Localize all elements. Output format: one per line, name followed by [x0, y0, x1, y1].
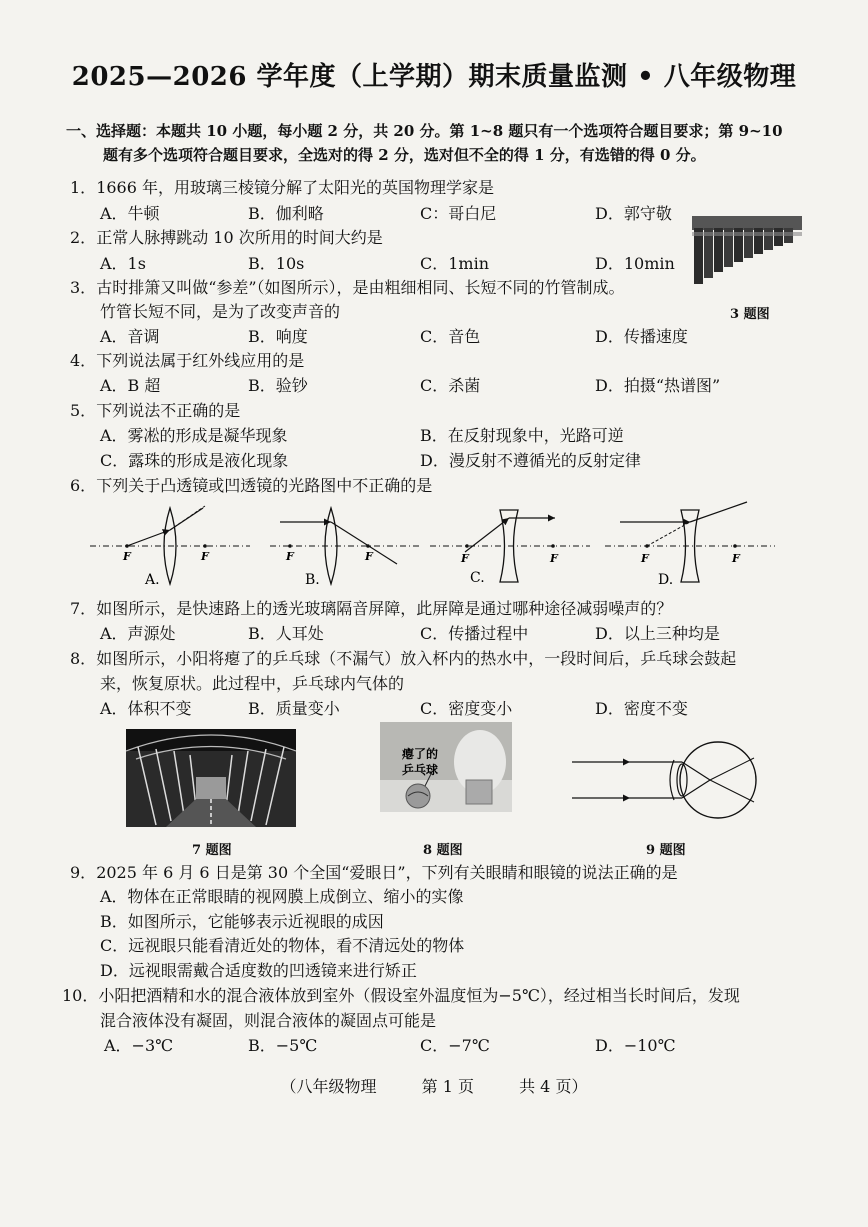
question-3 — [70, 277, 625, 299]
focus-label: F — [201, 550, 209, 563]
figure-7-caption: 7 题图 — [192, 843, 232, 858]
footer-subject: （八年级物理 — [280, 1077, 377, 1096]
option-10d: D．−10℃ — [595, 1036, 676, 1055]
question-10 — [62, 985, 740, 1007]
question-7 — [70, 598, 672, 620]
ping-pong-sign-line1: 瘪了的 — [402, 747, 439, 761]
ping-pong-photo — [380, 722, 512, 812]
focus-label: F — [641, 552, 649, 565]
question-10-line2: 混合液体没有凝固，则混合液体的凝固点可能是 — [100, 1011, 437, 1030]
page-title: 2025—2026 学年度（上学期）期末质量监测 • 八年级物理 — [71, 62, 797, 92]
footer-page: 第 1 页 — [421, 1077, 474, 1096]
option-8b: B．质量变小 — [248, 699, 340, 718]
question-4 — [70, 350, 304, 372]
option-9c: C．远视眼只能看清近处的物体，看不清远处的物体 — [100, 936, 465, 955]
figure-3-caption: 3 题图 — [730, 307, 770, 322]
page-footer — [0, 1074, 868, 1097]
focus-label: F — [123, 550, 131, 563]
option-2c: C．1min — [420, 254, 490, 273]
question-text: 下列说法不正确的是 — [96, 401, 241, 420]
question-1 — [70, 177, 494, 199]
footer-total: 共 4 页） — [519, 1077, 588, 1096]
question-9 — [70, 862, 678, 884]
question-number: 5． — [70, 401, 97, 420]
question-text: 古时排箫又叫做“参差”（如图所示），是由粗细相同、长短不同的竹管制成。 — [96, 278, 625, 297]
section-instructions-line2: 题有多个选项符合题目要求，全选对的得 2 分，选对但不全的得 1 分，有选错的得 0 分。 — [103, 146, 706, 164]
lens-option-b: B. — [305, 572, 320, 588]
question-text: 小阳把酒精和水的混合液体放到室外（假设室外温度恒为−5℃），经过相当长时间后，发现 — [98, 986, 740, 1005]
lens-option-a: A. — [145, 572, 160, 588]
lens-diagram-b — [270, 508, 420, 588]
lens-option-c: C. — [470, 570, 485, 586]
question-number: 9． — [70, 863, 97, 882]
option-3d: D．传播速度 — [595, 327, 688, 346]
focus-label: F — [461, 552, 469, 565]
question-text: 下列说法属于红外线应用的是 — [96, 351, 305, 370]
section-instructions-line1: 一、选择题：本题共 10 小题，每小题 2 分，共 20 分。第 1~8 题只有一个选项符合题目要求；第 9~10 — [66, 122, 783, 140]
option-3b: B．响度 — [248, 327, 308, 346]
question-number: 2． — [70, 228, 97, 247]
sound-barrier-photo — [126, 729, 296, 827]
question-number: 6． — [70, 476, 97, 495]
option-2b: B．10s — [248, 254, 305, 273]
question-5 — [70, 400, 240, 422]
figure-8-caption: 8 题图 — [423, 843, 463, 858]
option-5b: B．在反射现象中，光路可逆 — [420, 426, 624, 445]
question-text: 正常人脉搏跳动 10 次所用的时间大约是 — [96, 228, 383, 247]
option-5c: C．露珠的形成是液化现象 — [100, 451, 289, 470]
option-4c: C．杀菌 — [420, 376, 481, 395]
question-text: 如图所示，小阳将瘪了的乒乓球（不漏气）放入杯内的热水中，一段时间后，乒乓球会鼓起 — [96, 649, 737, 668]
option-7c: C．传播过程中 — [420, 624, 529, 643]
option-3c: C．音色 — [420, 327, 481, 346]
option-5d: D．漫反射不遵循光的反射定律 — [420, 451, 641, 470]
focus-label: F — [732, 552, 740, 565]
question-text: 1666 年，用玻璃三棱镜分解了太阳光的英国物理学家是 — [96, 178, 494, 197]
question-number: 4． — [70, 351, 97, 370]
option-10c: C．−7℃ — [420, 1036, 490, 1055]
question-2 — [70, 227, 383, 249]
focus-label: F — [550, 552, 558, 565]
lens-option-d: D. — [658, 572, 674, 588]
question-8-line2: 来，恢复原状。此过程中，乒乓球内气体的 — [100, 674, 405, 693]
lens-diagram-a — [90, 506, 250, 588]
option-9b: B．如图所示，它能够表示近视眼的成因 — [100, 912, 384, 931]
option-8c: C．密度变小 — [420, 699, 513, 718]
option-2d: D．10min — [595, 254, 675, 273]
option-9d: D．远视眼需戴合适度数的凹透镜来进行矫正 — [100, 961, 417, 980]
option-7a: A．声源处 — [100, 624, 176, 643]
question-number: 10． — [62, 986, 99, 1005]
figure-9-caption: 9 题图 — [646, 843, 686, 858]
option-4d: D．拍摄“热谱图” — [595, 376, 721, 395]
option-7d: D．以上三种均是 — [595, 624, 720, 643]
option-10a: A．−3℃ — [104, 1036, 174, 1055]
option-10b: B．−5℃ — [248, 1036, 318, 1055]
ping-pong-sign-line2: 乒乓球 — [402, 763, 439, 777]
option-9a: A．物体在正常眼睛的视网膜上成倒立、缩小的实像 — [100, 887, 464, 906]
option-1d: D．郭守敬 — [595, 204, 672, 223]
lens-diagram-d — [605, 502, 775, 588]
option-7b: B．人耳处 — [248, 624, 324, 643]
question-text: 2025 年 6 月 6 日是第 30 个全国“爱眼日”，下列有关眼睛和眼镜的说法正确的是 — [96, 863, 678, 882]
panpipe-figure — [688, 212, 808, 292]
focus-label: F — [286, 550, 294, 563]
question-number: 1． — [70, 178, 97, 197]
lens-diagram-c — [430, 510, 590, 586]
option-3a: A．音调 — [100, 327, 160, 346]
panpipe-tubes — [692, 216, 802, 284]
eye-diagram — [570, 740, 770, 820]
question-number: 3． — [70, 278, 97, 297]
option-4b: B．验钞 — [248, 376, 308, 395]
question-6 — [70, 475, 432, 497]
option-1a: A．牛顿 — [100, 204, 160, 223]
option-4a: A．B 超 — [100, 376, 161, 395]
question-text: 如图所示，是快速路上的透光玻璃隔音屏障，此屏障是通过哪种途径减弱噪声的？ — [96, 599, 673, 618]
question-3-line2: 竹管长短不同，是为了改变声音的 — [100, 302, 341, 321]
option-2a: A．1s — [100, 254, 146, 273]
option-8a: A．体积不变 — [100, 699, 192, 718]
option-1b: B．伽利略 — [248, 204, 324, 223]
option-1c: C：哥白尼 — [420, 204, 497, 223]
focus-label: F — [365, 550, 373, 563]
option-8d: D．密度不变 — [595, 699, 688, 718]
question-8 — [70, 648, 736, 670]
option-5a: A．雾凇的形成是凝华现象 — [100, 426, 288, 445]
question-number: 8． — [70, 649, 97, 668]
question-number: 7． — [70, 599, 97, 618]
lens-diagrams — [85, 500, 785, 592]
question-text: 下列关于凸透镜或凹透镜的光路图中不正确的是 — [96, 476, 433, 495]
